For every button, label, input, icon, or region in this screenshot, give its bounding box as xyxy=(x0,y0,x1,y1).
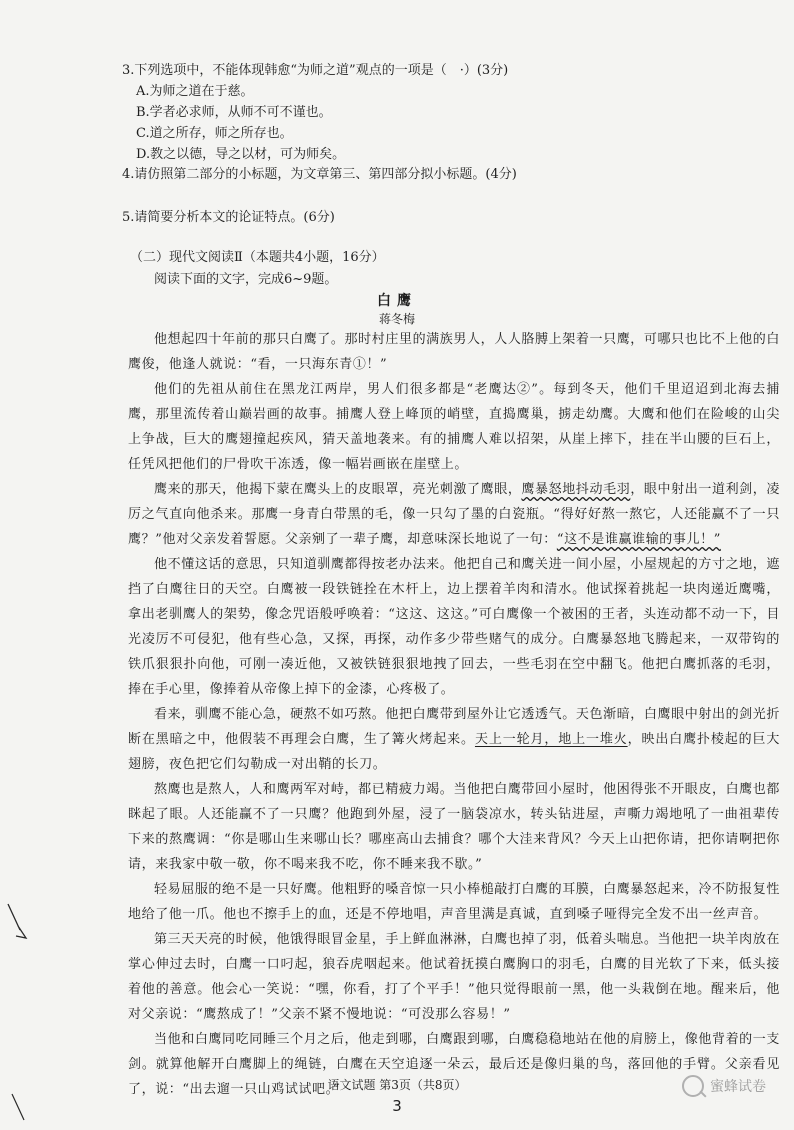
paragraph-2: 他们的先祖从前住在黑龙江两岸，男人们很多都是“老鹰达②”。每到冬天，他们千里迢迢到北海去捕鹰，那里流传着山巅岩画的故事。捕鹰人登上峰顶的峭壁，直捣鹰巢，掳走幼鹰。大鹰和他们在险峻的山尖上争战，巨大的鹰翅撞起疾风，猜天盖地袭来。有的捕鹰人难以招架，从崖上摔下，挂在半山腰的巨石上，任凭风把他们的尸骨吹干冻透，像一幅岩画嵌在崖壁上。 xyxy=(128,382,780,472)
paragraph-7: 轻易屈服的绝不是一只好鹰。他粗野的嗓音惊一只小棒槌敲打白鹰的耳膜，白鹰暴怒起来，冷不防报复性地给了他一爪。他也不擦手上的血，还是不停地唱，声音里满是真诚，直到嗓子哑得完全发不出一丝声音。 xyxy=(128,882,780,922)
section-heading: （二）现代文阅读Ⅱ（本题共4小题，16分） xyxy=(130,250,385,265)
paragraph-1: 他想起四十年前的那只白鹰了。那时村庄里的满族男人，人人胳膊上架着一只鹰，可哪只也比不上他的白鹰俊，他逢人就说：“看，一只海东青①！” xyxy=(128,332,780,372)
paragraph-5 xyxy=(128,702,780,777)
p3-text-a: 鹰来的那天，他揭下蒙在鹰头上的皮眼罩，亮光刺激了鹰眼， xyxy=(154,482,522,497)
p5-underline: 天上一轮月，地上一堆火 xyxy=(474,732,628,747)
page-number: 3 xyxy=(392,1097,402,1115)
paragraph-4: 他不懂这话的意思，只知道驯鹰都得按老办法来。他把自己和鹰关进一间小屋，小屋规起的方寸之地，遮挡了白鹰往日的天空。白鹰被一段铁链拴在木杆上，边上摆着羊肉和清水。他试探着挑起一块肉递近鹰嘴，拿出老驯鹰人的架势，像念咒语般呼唤着：“这这、这这。”可白鹰像一个被困的王者，头连动都不动一下，目光凌厉不可侵犯，他有些心急，又探，再探，动作多少带些赌气的成分。白鹰暴怒地飞腾起来，一双带钩的铁爪狠狠扑向他，可刚一凑近他，又被铁链狠狠地拽了回去，一些毛羽在空中翻飞。他把白鹰抓落的毛羽，捧在手心里，像捧着从帝像上掉下的金漆，心疼极了。 xyxy=(128,557,780,697)
p5-text-c: ，映出白鹰扑棱起的巨大翅膀，夜色把它们勾勒成一对出鞘的长刀。 xyxy=(128,732,780,772)
option-d: D.教之以德，导之以材，可为师矣。 xyxy=(136,147,346,162)
p3-wavy-underline: 鹰暴怒地抖动毛羽 xyxy=(521,482,631,497)
section-instruction: 阅读下面的文字，完成6~9题。 xyxy=(154,272,338,287)
question-5: 5.请简要分析本文的论证特点。(6分) xyxy=(122,210,335,225)
p5-text-a: 看来，驯鹰不能心急，硬熬不如巧熬。他把白鹰带到屋外让它透透气。天色渐暗，白鹰眼中射出的剑光折断在黑暗之中，他假装不再理会白鹰，生了篝火烤起来。 xyxy=(128,707,780,747)
article-author: 蒋冬梅 xyxy=(378,312,415,326)
p3-quote-underline: “这不是谁赢谁输的事儿！” xyxy=(556,532,721,547)
question-3: 3.下列选项中，不能体现韩愈“为师之道”观点的一项是（ ·）(3分) xyxy=(122,63,509,78)
watermark xyxy=(682,1075,766,1097)
pen-mark-left xyxy=(4,900,44,960)
paragraph-6: 熬鹰也是熬人，人和鹰两军对峙，都已精疲力竭。当他把白鹰带回小屋时，他困得张不开眼皮，白鹰也都眯起了眼。人还能赢不了一只鹰？他跑到外屋，浸了一脑袋凉水，转头钻进屋，声嘶力竭地吼了一曲祖辈传下来的熬鹰调：“你是哪山生来哪山长？哪座高山去捕食？哪个大洼来背风？今天上山把你请，把你请啊把你请，来我家中敬一敬，你不喝来我不吃，你不睡来我不歇。” xyxy=(128,782,780,872)
option-a: A.为师之道在于慈。 xyxy=(136,84,254,99)
question-4: 4.请仿照第二部分的小标题，为文章第三、第四部分拟小标题。(4分) xyxy=(122,167,517,182)
article-body xyxy=(128,327,780,1102)
page-footer: 语文试题 第3页（共8页） xyxy=(327,1078,467,1092)
article-title: 白鹰 xyxy=(377,293,417,309)
p3-text-c: ，眼中射出一道利剑，凌厉之气直向他杀来。那鹰一身青白带黑的毛，像一只勾了墨的白瓷瓶。“得好好熬一熬它，人还能赢不了一只鹰？”他对父亲发着誓愿。父亲剜了一辈子鹰，却意味深长地说了一句： xyxy=(128,482,780,547)
paragraph-9: 当他和白鹰同吃同睡三个月之后，他走到哪，白鹰跟到哪，白鹰稳稳地站在他的肩膀上，像他背着的一支剑。就算他解开白鹰脚上的绳链，白鹰在天空追逐一朵云，最后还是像归巢的鸟，落回他的手臂。父亲看见了，说：“出去遛一只山鸡试试吧。” xyxy=(128,1032,780,1097)
option-c: C.道之所存，师之所存也。 xyxy=(136,126,293,141)
paragraph-8: 第三天天亮的时候，他饿得眼冒金星，手上鲜血淋淋，白鹰也掉了羽，低着头喘息。当他把一块羊肉放在掌心伸过去时，白鹰一口叼起，狼吞虎咽起来。他试着抚摸白鹰胸口的羽毛，白鹰的目光软了下来，低头接着他的善意。他会心一笑说：“嘿，你看，打了个平手！”他只觉得眼前一黑，他一头栽倒在地。醒来后，他对父亲说：“鹰熬成了！”父亲不紧不慢地说：“可没那么容易！” xyxy=(128,932,780,1022)
watermark-text: 蜜蜂试卷 xyxy=(710,1079,766,1095)
paragraph-3 xyxy=(128,477,780,552)
magnifier-icon xyxy=(682,1075,704,1097)
option-b: B.学者必求师，从师不可不谨也。 xyxy=(136,105,332,120)
